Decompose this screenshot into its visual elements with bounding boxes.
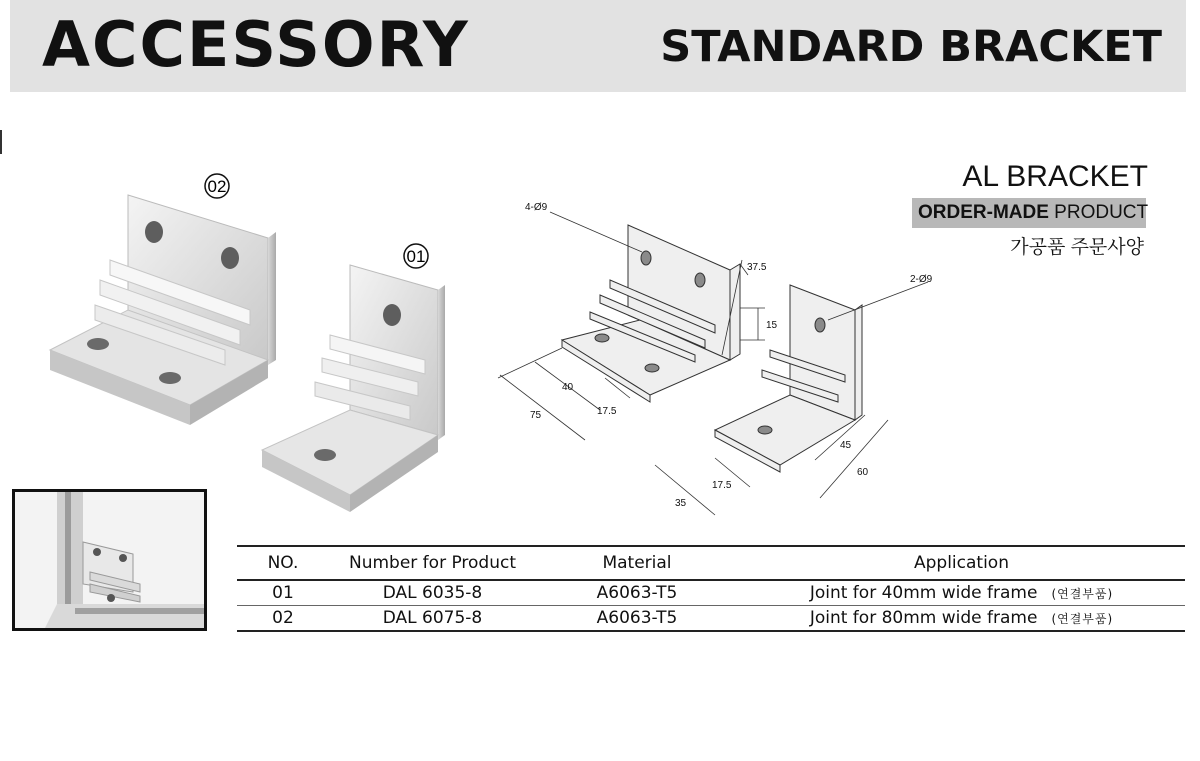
cell-application	[738, 580, 1185, 606]
section-title: STANDARD BRACKET	[660, 22, 1162, 72]
svg-text:02: 02	[207, 177, 227, 196]
order-made-bold: ORDER-MADE	[918, 202, 1049, 223]
bracket-01-render	[262, 265, 445, 512]
page-header	[10, 0, 1186, 92]
order-made-text	[918, 200, 1148, 226]
application-text: Joint for 40mm wide frame	[809, 583, 1038, 603]
cell-product: DAL 6075-8	[329, 606, 536, 632]
small-hole-label: 2-Ø9	[910, 274, 933, 285]
category-title: ACCESSORY	[42, 8, 470, 81]
installation-photo	[12, 489, 207, 631]
dim-40: 40	[562, 382, 574, 393]
dimension-drawing	[490, 190, 960, 520]
spec-table	[237, 545, 1185, 632]
dim-75: 75	[530, 410, 542, 421]
margin-mark	[0, 130, 2, 154]
table-row	[237, 606, 1185, 632]
application-note: (연결부품)	[1051, 612, 1114, 626]
table-row	[237, 580, 1185, 606]
dim-15: 15	[766, 320, 778, 331]
col-material: Material	[536, 546, 738, 580]
dim-35: 35	[675, 498, 687, 509]
table-header-row	[237, 546, 1185, 580]
label-02	[205, 174, 229, 198]
dim-37-5: 37.5	[747, 262, 767, 273]
application-text: Joint for 80mm wide frame	[809, 608, 1038, 628]
dim-17-5-small: 17.5	[712, 480, 732, 491]
application-note: (연결부품)	[1051, 587, 1114, 601]
bracket-02-render	[50, 195, 276, 425]
cell-no: 02	[237, 606, 329, 632]
korean-order-note: 가공품 주문사양	[1010, 237, 1144, 258]
product-title: AL BRACKET	[962, 160, 1148, 193]
cell-no: 01	[237, 580, 329, 606]
cell-material: A6063-T5	[536, 580, 738, 606]
label-01	[404, 244, 428, 268]
col-no: NO.	[237, 546, 329, 580]
product-render	[40, 160, 460, 520]
dim-17-5-large: 17.5	[597, 406, 617, 417]
col-application: Application	[738, 546, 1185, 580]
cell-application	[738, 606, 1185, 632]
order-made-rest: PRODUCT	[1048, 202, 1149, 223]
cell-product: DAL 6035-8	[329, 580, 536, 606]
col-product: Number for Product	[329, 546, 536, 580]
dim-60: 60	[857, 467, 869, 478]
cell-material: A6063-T5	[536, 606, 738, 632]
dim-45: 45	[840, 440, 852, 451]
svg-text:01: 01	[406, 247, 426, 266]
large-hole-label: 4-Ø9	[525, 202, 548, 213]
